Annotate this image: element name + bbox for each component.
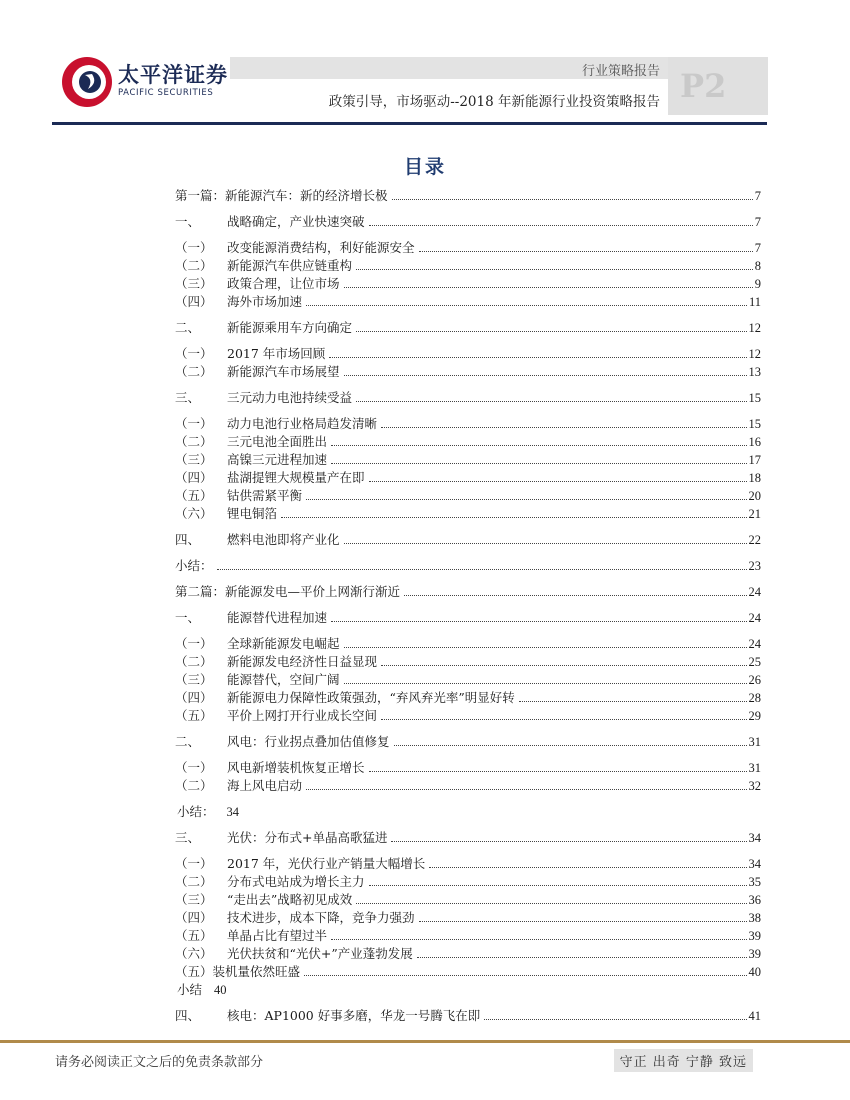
toc-entry-page: 25: [748, 655, 761, 669]
toc-entry-page: 40: [748, 965, 761, 979]
toc-entry-text: 平价上网打开行业成长空间: [227, 708, 378, 723]
toc-entry[interactable]: [175, 505, 761, 523]
toc-entry[interactable]: [175, 487, 761, 505]
toc-dot-leader: [281, 516, 746, 518]
toc-entry-number: 四、: [175, 532, 201, 547]
toc-dot-leader: [356, 268, 753, 270]
toc-entry-text: 能源替代，空间广阔: [227, 672, 340, 687]
toc-entry[interactable]: [175, 777, 761, 795]
toc-dot-leader: [381, 426, 746, 428]
toc-entry-text: 新能源汽车供应链重构: [227, 258, 353, 273]
pacific-logo-icon: [60, 55, 114, 109]
toc-entry[interactable]: [175, 873, 761, 891]
toc-entry-page: 40: [214, 983, 227, 997]
toc-entry[interactable]: [175, 671, 761, 689]
toc-entry-text: 政策合理，让位市场: [227, 276, 340, 291]
toc-entry-page: 13: [748, 365, 761, 379]
toc-entry[interactable]: [175, 319, 761, 337]
toc-entry-text: 第一篇：新能源汽车：新的经济增长极: [175, 188, 388, 203]
toc-entry-page: 34: [226, 805, 240, 819]
toc-entry-text: 盐湖提锂大规模量产在即: [227, 470, 365, 485]
toc-entry-text: 锂电铜箔: [227, 506, 278, 521]
toc-entry-number: （五）: [175, 928, 213, 943]
toc-entry-number: （二）: [175, 364, 213, 379]
toc-entry-text: 新能源电力保障性政策强劲，“弃风弃光率”明显好转: [227, 690, 515, 705]
toc-dot-leader: [369, 224, 753, 226]
toc-entry-page: 23: [748, 559, 761, 573]
toc-entry-page: 8: [754, 259, 761, 273]
toc-entry-page: 16: [748, 435, 761, 449]
toc-entry-page: 34: [748, 857, 761, 871]
toc-entry[interactable]: [175, 1007, 761, 1025]
toc-entry-number: （二）: [175, 654, 213, 669]
toc-entry[interactable]: [175, 531, 761, 549]
toc-entry-number: （三）: [175, 276, 213, 291]
toc-entry-text: 战略确定，产业快速突破: [227, 214, 365, 229]
page-number: P2: [680, 67, 727, 105]
toc-entry[interactable]: [175, 609, 761, 627]
toc-dot-leader: [331, 620, 746, 622]
toc-entry-text: （五）装机量依然旺盛: [175, 964, 301, 979]
toc-entry-number: （四）: [175, 690, 213, 705]
toc-entry[interactable]: [175, 363, 761, 381]
toc-entry[interactable]: [175, 451, 761, 469]
toc-entry-page: 29: [748, 709, 761, 723]
toc-entry[interactable]: [175, 855, 761, 873]
table-of-contents: [175, 187, 761, 1025]
toc-entry[interactable]: [175, 345, 761, 363]
toc-entry-page: 39: [748, 929, 761, 943]
toc-entry-page: 35: [748, 875, 761, 889]
toc-dot-leader: [404, 594, 746, 596]
toc-entry-page: 39: [748, 947, 761, 961]
toc-entry[interactable]: [175, 557, 761, 575]
toc-entry[interactable]: [175, 213, 761, 231]
toc-dot-leader: [419, 920, 747, 922]
toc-entry-text: 新能源发电经济性日益显现: [227, 654, 378, 669]
toc-entry-page: 36: [748, 893, 761, 907]
toc-dot-leader: [381, 664, 746, 666]
toc-entry-number: （二）: [175, 258, 213, 273]
toc-entry[interactable]: [175, 945, 761, 963]
toc-entry-page: 7: [754, 241, 761, 255]
toc-entry[interactable]: [175, 257, 761, 275]
toc-entry-text: 风电新增装机恢复正增长: [227, 760, 365, 775]
toc-entry-number: （二）: [175, 434, 213, 449]
report-title: 政策引导，市场驱动--2018 年新能源行业投资策略报告: [328, 94, 660, 110]
toc-entry[interactable]: [175, 187, 761, 205]
toc-entry-text: 风电：行业拐点叠加估值修复: [227, 734, 390, 749]
toc-entry-number: （五）: [175, 708, 213, 723]
toc-entry-page: 26: [748, 673, 761, 687]
toc-entry-page: 22: [748, 533, 761, 547]
toc-entry-text: 改变能源消费结构，利好能源安全: [227, 240, 415, 255]
toc-entry-number: 二、: [175, 320, 201, 335]
toc-entry-page: 17: [748, 453, 761, 467]
toc-entry-page: 9: [754, 277, 761, 291]
toc-entry-number: （一）: [175, 346, 213, 361]
header-divider: [52, 122, 767, 125]
toc-entry-page: 24: [748, 637, 761, 651]
toc-dot-leader: [484, 1018, 746, 1020]
toc-entry-text: 小结: [177, 982, 203, 997]
toc-entry[interactable]: [175, 239, 761, 257]
toc-entry-text: 新能源乘用车方向确定: [227, 320, 353, 335]
toc-dot-leader: [344, 646, 747, 648]
toc-entry-text: 能源替代进程加速: [227, 610, 328, 625]
toc-entry-text: 分布式电站成为增长主力: [227, 874, 365, 889]
toc-entry[interactable]: [175, 707, 761, 725]
toc-entry[interactable]: [175, 689, 761, 707]
toc-entry-text: 钴供需紧平衡: [227, 488, 303, 503]
toc-entry-number: （四）: [175, 910, 213, 925]
toc-entry-text: 第二篇：新能源发电—平价上网渐行渐近: [175, 584, 401, 599]
report-header: [230, 57, 768, 115]
toc-entry-number: （三）: [175, 672, 213, 687]
toc-entry-text: 光伏：分布式+单晶高歌猛进: [227, 830, 388, 845]
toc-entry-text: 2017 年，光伏行业产销量大幅增长: [227, 856, 426, 871]
toc-dot-leader: [329, 356, 746, 358]
toc-entry[interactable]: [175, 433, 761, 451]
toc-entry-number: （一）: [175, 416, 213, 431]
toc-entry-page: 21: [748, 507, 761, 521]
toc-dot-leader: [304, 974, 746, 976]
toc-entry-text: 核电：AP1000 好事多磨，华龙一号腾飞在即: [227, 1008, 481, 1023]
toc-entry-number: 一、: [175, 214, 201, 229]
logo-chinese-name: 太平洋证券: [118, 63, 228, 87]
toc-entry-page: 20: [748, 489, 761, 503]
toc-entry-page: 31: [748, 735, 761, 749]
toc-entry[interactable]: [175, 275, 761, 293]
toc-entry-text: 单晶占比有望过半: [227, 928, 328, 943]
toc-entry-number: （一）: [175, 760, 213, 775]
toc-dot-leader: [417, 956, 747, 958]
toc-entry-number: 三、: [175, 830, 201, 845]
toc-entry-page: 24: [748, 611, 761, 625]
toc-entry[interactable]: [175, 963, 761, 981]
toc-dot-leader: [331, 444, 746, 446]
toc-entry[interactable]: [175, 891, 761, 909]
toc-dot-leader: [217, 568, 747, 570]
toc-entry-number: 三、: [175, 390, 201, 405]
toc-entry[interactable]: [175, 733, 761, 751]
toc-entry-text: 燃料电池即将产业化: [227, 532, 340, 547]
toc-entry-number: （四）: [175, 470, 213, 485]
toc-entry-page: 24: [748, 585, 761, 599]
toc-dot-leader: [429, 866, 746, 868]
toc-entry-page: 15: [748, 417, 761, 431]
page-indicator: [668, 57, 768, 115]
toc-entry[interactable]: [175, 909, 761, 927]
toc-entry[interactable]: [177, 803, 761, 821]
toc-dot-leader: [369, 480, 747, 482]
toc-dot-leader: [344, 286, 753, 288]
company-logo: [60, 55, 230, 110]
toc-entry-text: 高镍三元进程加速: [227, 452, 328, 467]
toc-entry-number: （六）: [175, 946, 213, 961]
toc-entry-number: 四、: [175, 1008, 201, 1023]
toc-entry[interactable]: [175, 829, 761, 847]
toc-dot-leader: [306, 304, 747, 306]
toc-entry[interactable]: [175, 415, 761, 433]
toc-entry-text: 小结：: [177, 804, 215, 819]
toc-dot-leader: [356, 400, 746, 402]
toc-entry-text: 全球新能源发电崛起: [227, 636, 340, 651]
footer-motto: 守正 出奇 宁静 致远: [614, 1049, 753, 1072]
toc-entry-page: 38: [748, 911, 761, 925]
toc-entry-page: 28: [748, 691, 761, 705]
toc-dot-leader: [344, 542, 747, 544]
toc-dot-leader: [344, 682, 747, 684]
footer-disclaimer: 请务必阅读正文之后的免责条款部分: [55, 1055, 264, 1070]
toc-entry-text: 光伏扶贫和“光伏+”产业蓬勃发展: [227, 946, 413, 961]
toc-entry-text: 技术进步，成本下降，竞争力强劲: [227, 910, 415, 925]
toc-dot-leader: [356, 330, 746, 332]
toc-entry[interactable]: [175, 653, 761, 671]
toc-entry-text: 小结：: [175, 558, 213, 573]
toc-dot-leader: [392, 198, 753, 200]
toc-entry[interactable]: [175, 927, 761, 945]
toc-dot-leader: [391, 840, 746, 842]
report-type: 行业策略报告: [581, 64, 660, 79]
toc-entry[interactable]: [175, 583, 761, 601]
toc-entry-text: “走出去”战略初见成效: [227, 892, 353, 907]
toc-entry[interactable]: [175, 635, 761, 653]
footer-divider: [0, 1040, 850, 1043]
toc-entry[interactable]: [175, 389, 761, 407]
toc-entry-number: 一、: [175, 610, 201, 625]
toc-dot-leader: [306, 498, 746, 500]
toc-entry-page: 34: [748, 831, 761, 845]
toc-entry-number: （三）: [175, 452, 213, 467]
toc-entry-text: 2017 年市场回顾: [227, 346, 326, 361]
toc-dot-leader: [419, 250, 753, 252]
toc-entry-number: （一）: [175, 636, 213, 651]
toc-entry-text: 三元电池全面胜出: [227, 434, 328, 449]
toc-dot-leader: [381, 718, 746, 720]
toc-dot-leader: [519, 700, 747, 702]
toc-dot-leader: [356, 902, 746, 904]
toc-dot-leader: [369, 884, 747, 886]
toc-entry-page: 12: [748, 347, 761, 361]
toc-entry-page: 31: [748, 761, 761, 775]
toc-entry-text: 海上风电启动: [227, 778, 303, 793]
toc-entry-number: （一）: [175, 856, 213, 871]
toc-entry-number: 二、: [175, 734, 201, 749]
toc-entry-number: （二）: [175, 874, 213, 889]
toc-entry[interactable]: [175, 759, 761, 777]
toc-entry[interactable]: [177, 981, 761, 999]
toc-dot-leader: [369, 770, 747, 772]
toc-entry-number: （五）: [175, 488, 213, 503]
toc-entry[interactable]: [175, 469, 761, 487]
toc-entry-number: （三）: [175, 892, 213, 907]
toc-entry-number: （二）: [175, 778, 213, 793]
toc-entry-page: 11: [748, 295, 761, 309]
toc-entry-page: 12: [748, 321, 761, 335]
toc-dot-leader: [331, 462, 746, 464]
toc-entry-number: （一）: [175, 240, 213, 255]
toc-entry-page: 15: [748, 391, 761, 405]
toc-dot-leader: [331, 938, 746, 940]
logo-english-name: PACIFIC SECURITIES: [118, 88, 214, 98]
toc-dot-leader: [306, 788, 746, 790]
toc-title: 目录: [403, 156, 446, 178]
toc-entry-text: 海外市场加速: [227, 294, 303, 309]
toc-dot-leader: [344, 374, 747, 376]
toc-entry-page: 41: [748, 1009, 761, 1023]
toc-entry-text: 三元动力电池持续受益: [227, 390, 353, 405]
toc-entry-page: 32: [748, 779, 761, 793]
toc-entry-text: 新能源汽车市场展望: [227, 364, 340, 379]
toc-entry-text: 动力电池行业格局趋发清晰: [227, 416, 378, 431]
toc-entry-page: 7: [754, 189, 761, 203]
toc-entry-page: 18: [748, 471, 761, 485]
toc-entry-number: （四）: [175, 294, 213, 309]
toc-entry-number: （六）: [175, 506, 213, 521]
toc-entry-page: 7: [754, 215, 761, 229]
toc-entry[interactable]: [175, 293, 761, 311]
toc-dot-leader: [394, 744, 747, 746]
